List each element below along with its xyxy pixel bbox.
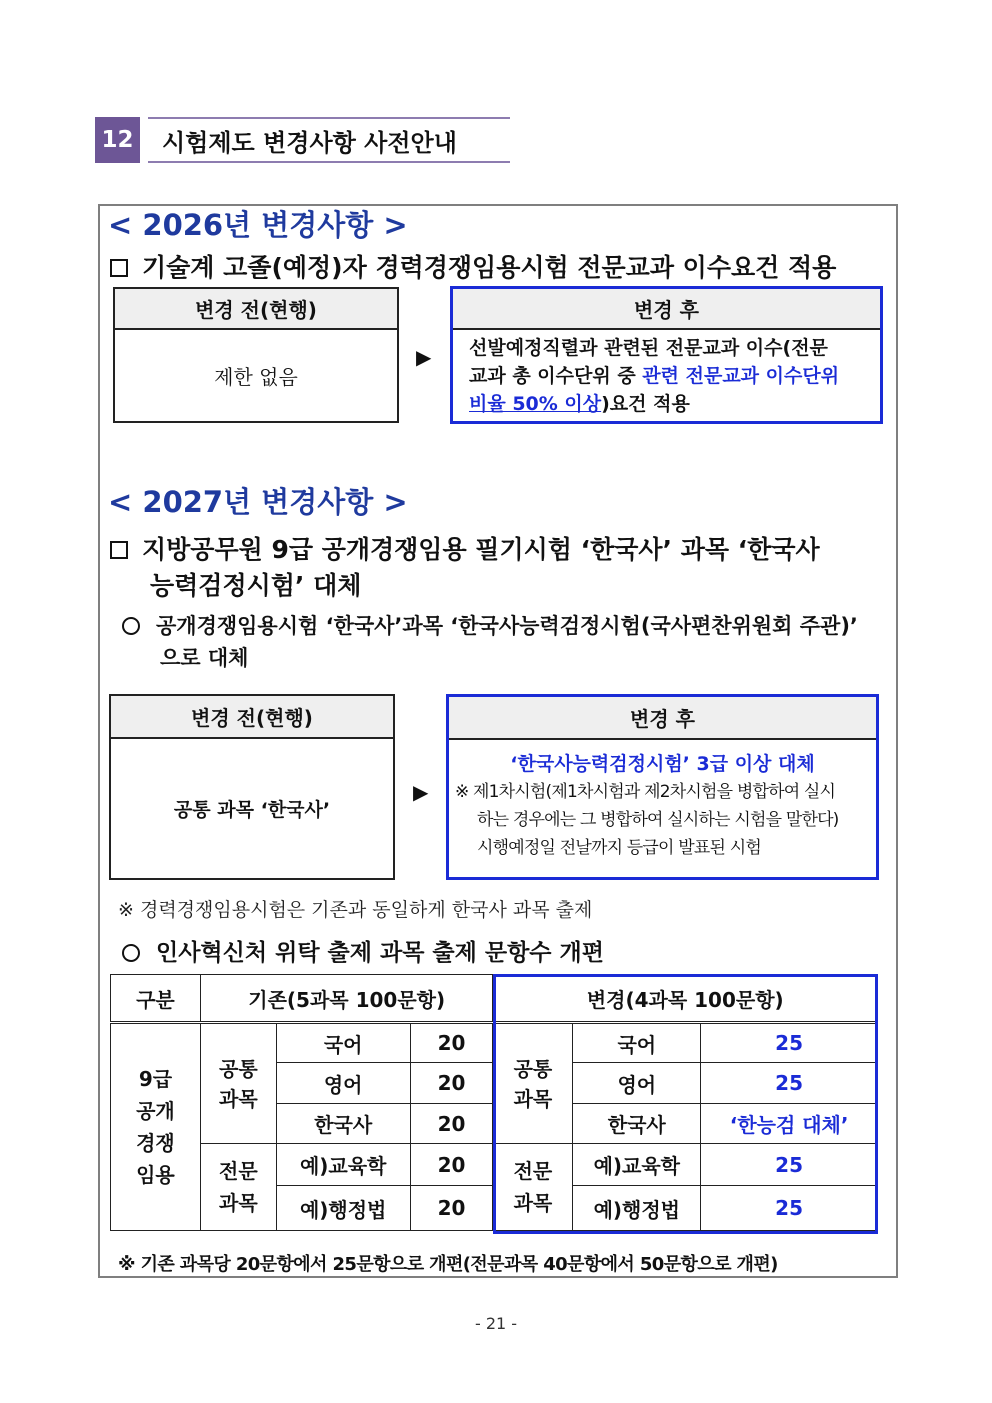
common-subject-after: 공통 과목 xyxy=(493,1023,573,1144)
header-before: 기존(5과목 100문항) xyxy=(200,975,493,1023)
arrow-right-icon: ▶ xyxy=(413,780,429,804)
item-2027-line1: 지방공무원 9급 공개경쟁임용 필기시험 ‘한국사’ 과목 ‘한국사 xyxy=(142,535,820,564)
header-category: 구분 xyxy=(111,975,201,1023)
before-label-2027: 변경 전(현행) xyxy=(111,696,393,739)
sub-item-2-text: 인사혁신처 위탁 출제 과목 출제 문항수 개편 xyxy=(156,940,604,966)
after-count-cell: ‘한능검 대체’ xyxy=(701,1104,878,1144)
after-count-cell: 25 xyxy=(701,1063,878,1104)
after-box-2027 xyxy=(446,694,879,880)
circle-bullet-icon xyxy=(122,944,140,962)
before-count-cell: 20 xyxy=(410,1023,493,1063)
major-subject-after: 전문 과목 xyxy=(493,1144,573,1231)
subject-cell: 한국사 xyxy=(276,1104,410,1144)
page-number: - 21 - xyxy=(474,1314,518,1333)
section-title: 시험제도 변경사항 사전안내 xyxy=(148,117,510,163)
sub-item-2-2027 xyxy=(122,934,604,967)
question-count-table xyxy=(110,974,878,1234)
after-line-3: 비율 50% 이상)요건 적용 xyxy=(469,393,690,415)
after-note-3: 시행예정일 전날까지 등급이 발표된 시험 xyxy=(477,838,761,858)
subject-cell: 예)교육학 xyxy=(276,1144,410,1186)
after-main-2027: ‘한국사능력검정시험’ 3급 이상 대체 xyxy=(510,753,815,775)
before-count-cell: 20 xyxy=(410,1104,493,1144)
subject-cell: 예)교육학 xyxy=(573,1144,701,1186)
circle-bullet-icon xyxy=(122,617,140,635)
checkbox-square-icon xyxy=(110,259,128,277)
checkbox-square-icon xyxy=(110,541,128,559)
before-text-2026: 제한 없음 xyxy=(214,365,298,389)
sub-item-2027-line2: 으로 대체 xyxy=(160,646,249,670)
subject-cell: 한국사 xyxy=(573,1104,701,1144)
before-text-2027: 공통 과목 ‘한국사’ xyxy=(173,799,331,821)
subject-cell: 영어 xyxy=(573,1063,701,1104)
item-2027-line2: 능력검정시험’ 대체 xyxy=(150,571,362,600)
item-2026 xyxy=(110,248,836,284)
after-line-2: 교과 총 이수단위 중 관련 전문교과 이수단위 xyxy=(469,365,840,387)
subject-cell: 예)행정법 xyxy=(276,1186,410,1231)
after-text-2026 xyxy=(453,330,880,418)
subject-cell: 영어 xyxy=(276,1063,410,1104)
subject-cell: 국어 xyxy=(573,1023,701,1063)
heading-2026: < 2026년 변경사항 > xyxy=(108,208,408,242)
after-note-1: ※ 제1차시험(제1차시험과 제2차시험을 병합하여 실시 xyxy=(455,782,836,802)
sub-item-2027 xyxy=(122,610,858,640)
common-subject-before: 공통 과목 xyxy=(200,1023,276,1144)
major-subject-before: 전문 과목 xyxy=(200,1144,276,1231)
after-label-2027: 변경 후 xyxy=(449,697,876,740)
sub-item-2027-line1: 공개경쟁임용시험 ‘한국사’과목 ‘한국사능력검정시험(국사편찬위원회 주관)’ xyxy=(156,614,858,638)
item-2026-text: 기술계 고졸(예정)자 경력경쟁임용시험 전문교과 이수요건 적용 xyxy=(142,253,837,282)
before-label-2026: 변경 전(현행) xyxy=(115,289,397,330)
subject-cell: 국어 xyxy=(276,1023,410,1063)
arrow-right-icon: ▶ xyxy=(416,345,432,369)
after-count-cell: 25 xyxy=(701,1186,878,1231)
after-count-cell: 25 xyxy=(701,1144,878,1186)
footnote: ※ 기존 과목당 20문항에서 25문항으로 개편(전문과목 40문항에서 50문항으로 개편) xyxy=(118,1254,778,1275)
after-box-2026 xyxy=(450,286,883,424)
after-line-1: 선발예정직렬과 관련된 전문교과 이수(전문 xyxy=(469,337,828,359)
header-after: 변경(4과목 100문항) xyxy=(493,975,878,1023)
before-count-cell: 20 xyxy=(410,1063,493,1104)
after-count-cell: 25 xyxy=(701,1023,878,1063)
after-note-2: 하는 경우에는 그 병합하여 실시하는 시험을 말한다) xyxy=(477,810,839,830)
before-box-2027 xyxy=(109,694,395,880)
subject-cell: 예)행정법 xyxy=(573,1186,701,1231)
item-2027 xyxy=(110,530,820,566)
after-text-2027 xyxy=(449,740,876,862)
before-count-cell: 20 xyxy=(410,1186,493,1231)
after-label-2026: 변경 후 xyxy=(453,289,880,330)
career-exam-note: ※ 경력경쟁임용시험은 기존과 동일하게 한국사 과목 출제 xyxy=(118,899,593,921)
table-grid xyxy=(110,974,878,1231)
before-box-2026 xyxy=(113,287,399,423)
before-count-cell: 20 xyxy=(410,1144,493,1186)
heading-2027: < 2027년 변경사항 > xyxy=(108,485,408,519)
section-number: 12 xyxy=(95,117,140,163)
row-group-9th-grade: 9급 공개 경쟁 임용 xyxy=(111,1023,201,1231)
